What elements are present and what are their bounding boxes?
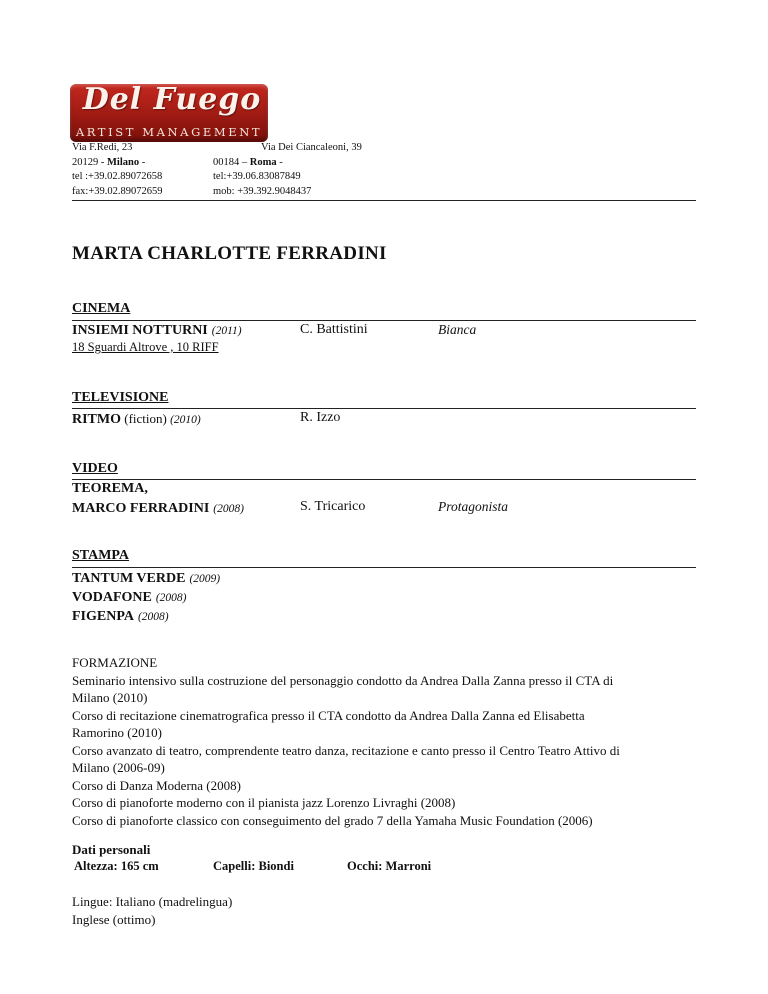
video-role: Protagonista xyxy=(438,499,509,514)
cinema-title: INSIEMI NOTTURNI (2011) xyxy=(72,323,242,338)
stampa-item: VODAFONE (2008) xyxy=(72,590,187,605)
header-divider xyxy=(72,200,696,201)
video-director: S. Tricarico xyxy=(300,499,366,514)
formazione-line: Corso avanzato di teatro, comprendente teatro danza, recitazione e canto presso il Centro Teatro Attivo di xyxy=(72,742,620,758)
address-line: Via F.Redi, 23 xyxy=(72,142,133,153)
address-fax: fax:+39.02.89072659 xyxy=(72,185,163,197)
stampa-item: TANTUM VERDE (2009) xyxy=(72,571,221,586)
logo-subtitle: ARTIST MANAGEMENT xyxy=(75,125,263,139)
section-divider xyxy=(72,408,696,409)
formazione-line: Seminario intensivo sulla costruzione del personaggio condotto da Andrea Dalla Zanna presso il CTA di xyxy=(72,672,614,688)
lingue-line: Lingue: Italiano (madrelingua) xyxy=(72,894,233,909)
logo-script-text: Del Fuego xyxy=(82,84,262,117)
video-title-line2: MARCO FERRADINI (2008) xyxy=(72,501,244,516)
logo xyxy=(70,84,268,142)
formazione-line: Corso di pianoforte classico con conseguimento del grado 7 della Yamaha Music Foundation (2006) xyxy=(72,812,593,828)
dati-capelli: Capelli: Biondi xyxy=(213,859,294,873)
formazione-heading: FORMAZIONE xyxy=(72,655,158,670)
address-line: Via Dei Ciancaleoni, 39 xyxy=(261,142,362,153)
formazione-line: Corso di pianoforte moderno con il pianista jazz Lorenzo Livraghi (2008) xyxy=(72,795,456,810)
address-line: 00184 – Roma - xyxy=(213,156,283,168)
address-milano xyxy=(72,141,163,199)
address-roma xyxy=(213,141,362,199)
lingue xyxy=(72,893,232,928)
dati-altezza: Altezza: 165 cm xyxy=(74,859,159,873)
section-heading-video: VIDEO xyxy=(72,461,118,476)
lingue-line: Inglese (ottimo) xyxy=(72,911,156,927)
formazione-line: Corso di Danza Moderna (2008) xyxy=(72,777,241,793)
actor-name: MARTA CHARLOTTE FERRADINI xyxy=(72,243,387,264)
formazione-line: Ramorino (2010) xyxy=(72,725,162,740)
cinema-role: Bianca xyxy=(438,322,477,337)
dati-heading: Dati personali xyxy=(72,842,151,857)
address-mobile: mob: +39.392.9048437 xyxy=(213,185,312,197)
televisione-title: RITMO (fiction) (2010) xyxy=(72,411,201,427)
dati-occhi: Occhi: Marroni xyxy=(347,859,432,873)
section-heading-cinema: CINEMA xyxy=(72,301,131,316)
formazione-line: Corso di recitazione cinematrografica presso il CTA condotto da Andrea Dalla Zanna ed Elisabetta xyxy=(72,707,585,723)
address-line: 20129 - Milano - xyxy=(72,156,146,168)
formazione-line: Milano (2010) xyxy=(72,690,148,705)
stampa-item: FIGENPA (2008) xyxy=(72,609,169,624)
section-heading-televisione: TELEVISIONE xyxy=(72,390,169,405)
cinema-note: 18 Sguardi Altrove , 10 RIFF xyxy=(72,340,219,354)
address-phone: tel:+39.06.83087849 xyxy=(213,171,301,182)
section-divider xyxy=(72,567,696,568)
formazione-section xyxy=(72,654,732,829)
address-phone: tel :+39.02.89072658 xyxy=(72,171,163,182)
televisione-director: R. Izzo xyxy=(300,410,341,425)
stampa-list xyxy=(72,569,220,626)
video-title-line1: TEOREMA, xyxy=(72,481,148,496)
section-heading-stampa: STAMPA xyxy=(72,548,130,563)
formazione-line: Milano (2006-09) xyxy=(72,760,165,775)
cinema-director: C. Battistini xyxy=(300,322,368,337)
section-divider xyxy=(72,479,696,480)
